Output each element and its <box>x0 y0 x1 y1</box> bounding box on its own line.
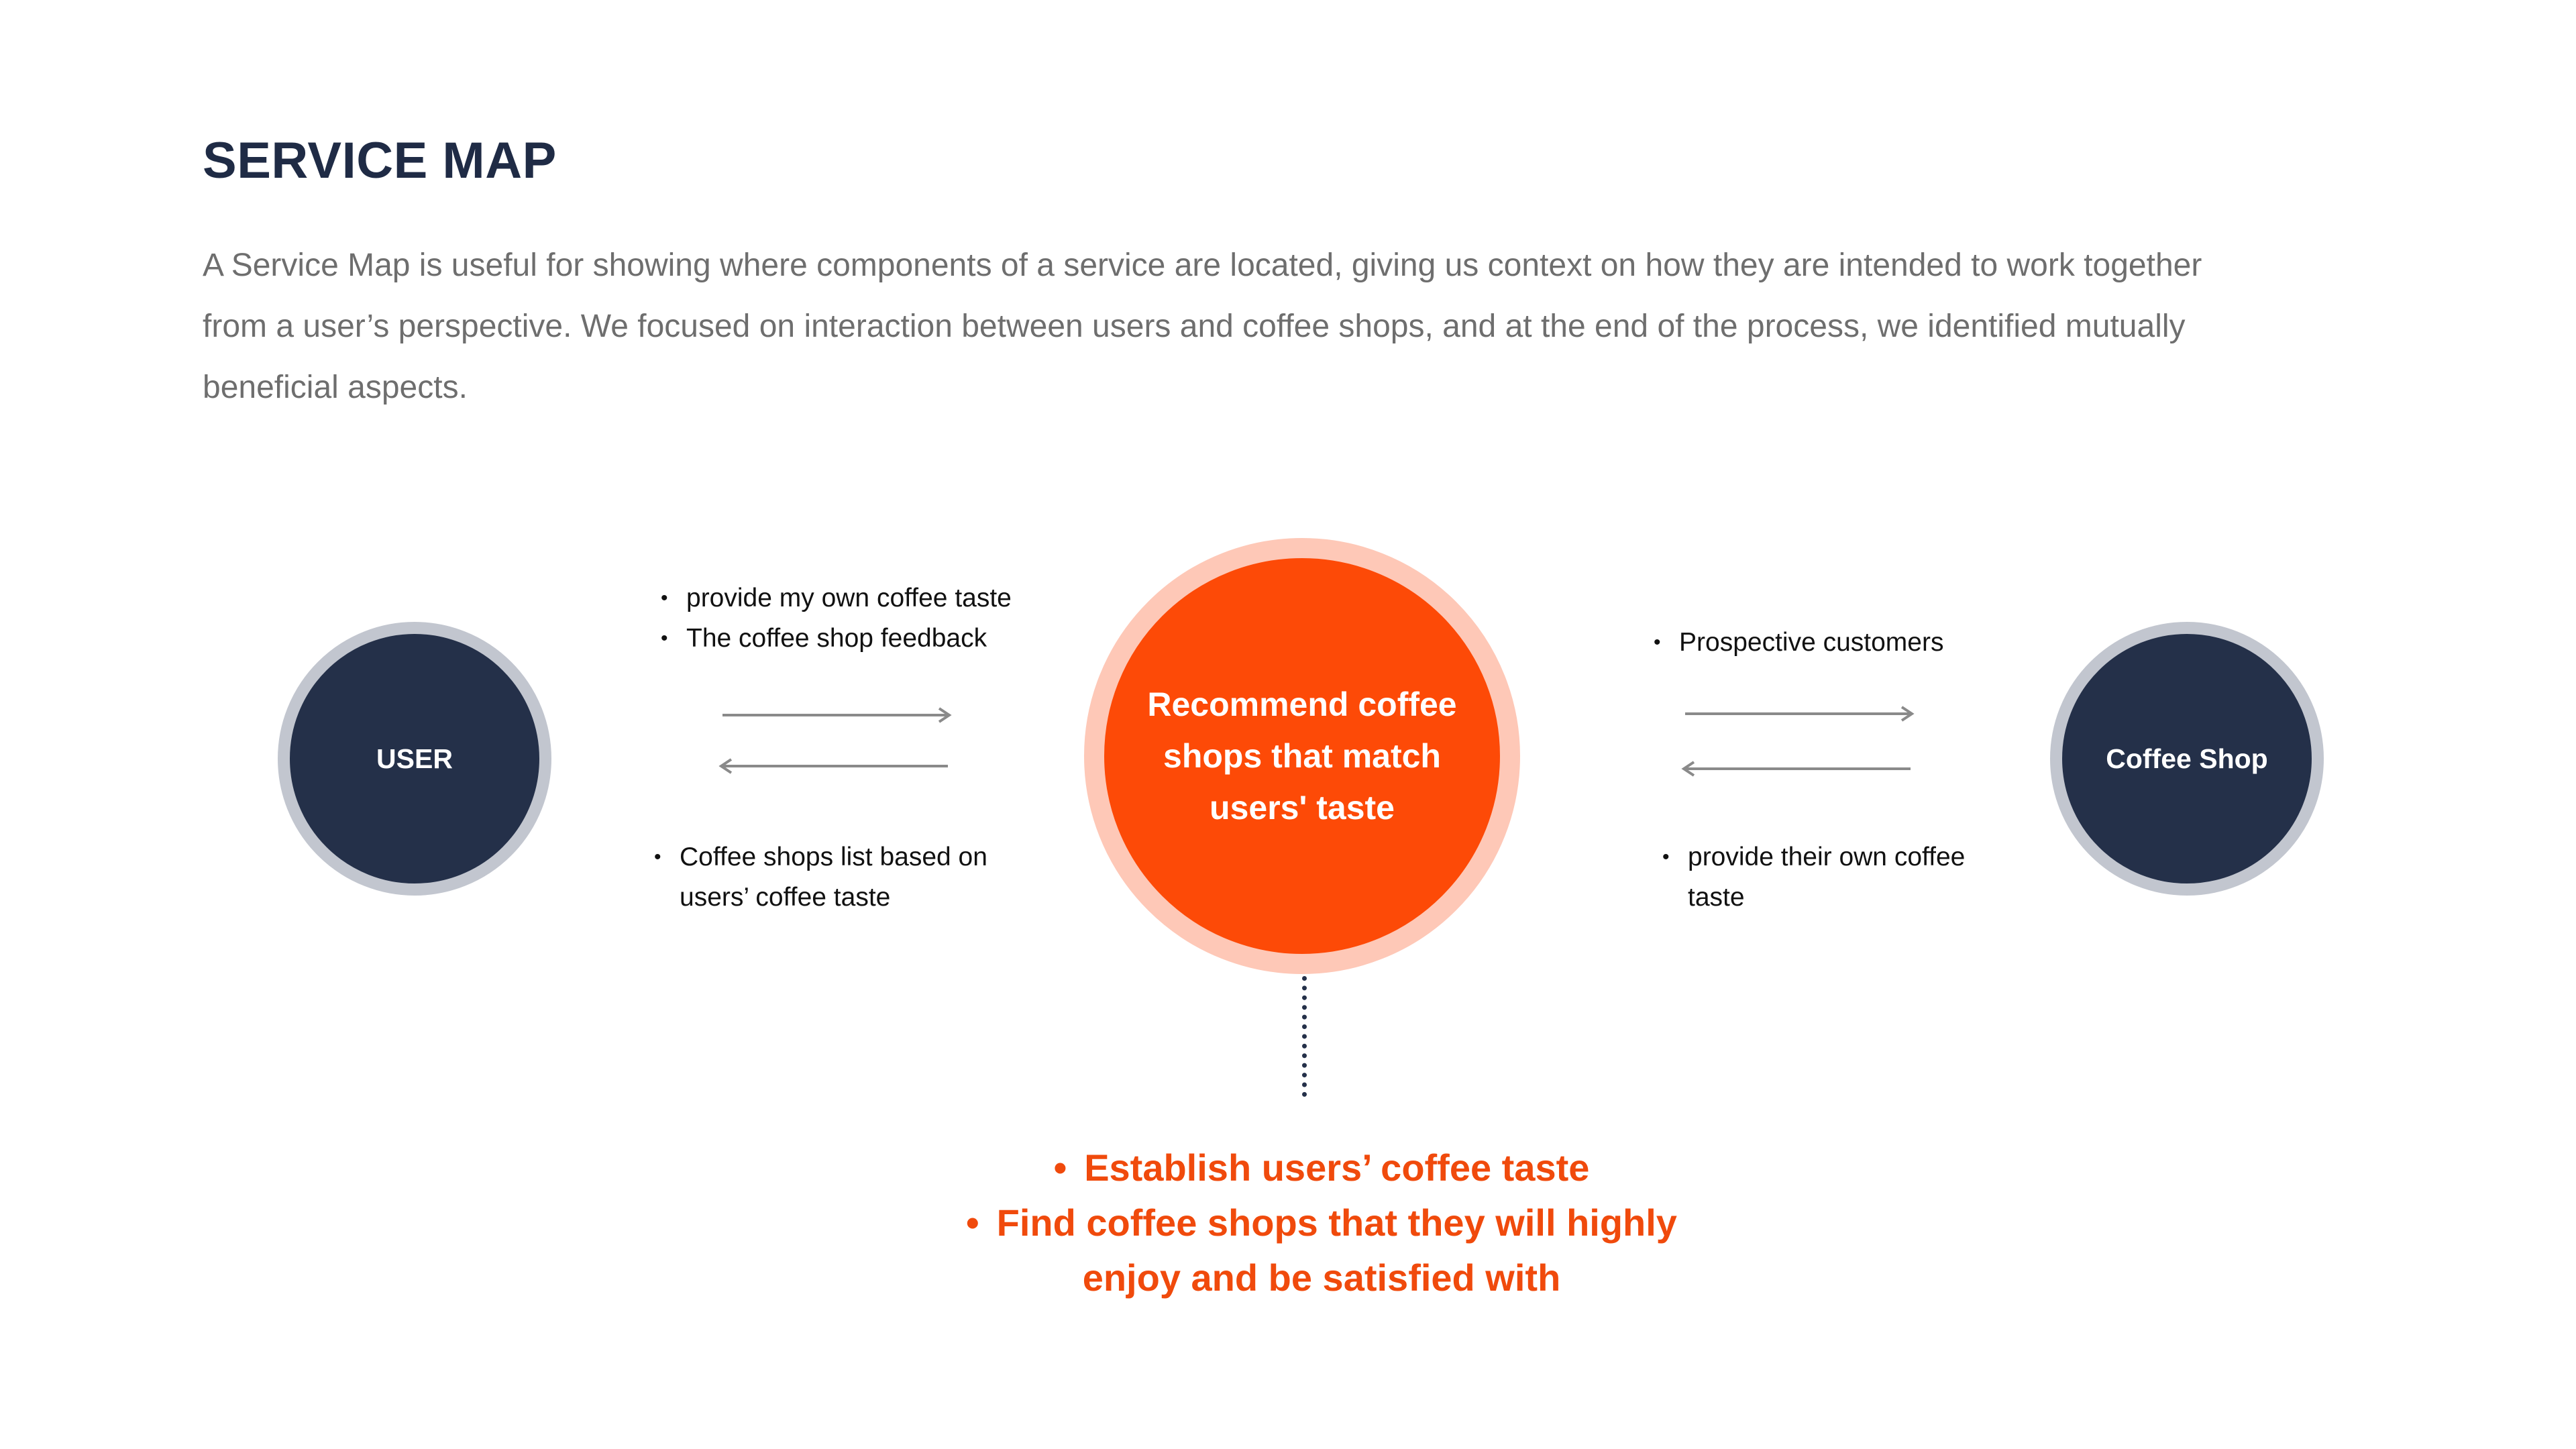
outcome-text: Find coffee shops that they will highly enjoy and be satisfied with <box>996 1201 1677 1299</box>
flow-item-text: provide my own coffee taste <box>686 584 1012 612</box>
outcome-item: • Establish users’ coffee taste <box>1053 1146 1590 1189</box>
outcome-item: • Find coffee shops that they will highly enjoy and be satisfied with <box>966 1201 1677 1299</box>
shop-to-center-list <box>1662 837 1983 918</box>
flow-item <box>661 619 1012 659</box>
recommendation-node <box>1084 538 1520 974</box>
coffee-shop-node-label: Coffee Shop <box>2106 743 2268 774</box>
coffee-shop-node <box>2050 622 2324 896</box>
right-arrow-icon <box>1684 706 1915 722</box>
flow-item-text: The coffee shop feedback <box>686 624 987 653</box>
user-node-label: USER <box>376 743 453 774</box>
dotted-connector <box>1302 976 1307 1097</box>
flow-item <box>1654 623 1943 663</box>
left-arrow-icon <box>718 758 949 774</box>
center-to-user-list <box>654 837 1055 918</box>
flow-item <box>654 837 1055 918</box>
center-to-shop-list <box>1654 623 1943 663</box>
right-arrow-icon <box>721 707 953 723</box>
outcome-text: Establish users’ coffee taste <box>1084 1146 1590 1189</box>
recommendation-node-label: Recommend coffee shops that match users' taste <box>1147 685 1457 826</box>
page-title: SERVICE MAP <box>203 132 557 189</box>
flow-item <box>661 578 1012 619</box>
page-description: A Service Map is useful for showing where components of a service are located, giving us context on how they are intended to work together from a user’s perspective. We focused on interaction between users and coffee shops, and at the end of the process, we identified mutually beneficial aspects. <box>203 248 2202 405</box>
left-arrow-icon <box>1680 761 1912 777</box>
outcomes-list <box>872 1140 1771 1305</box>
user-node <box>278 622 551 896</box>
flow-item-text: Prospective customers <box>1679 628 1944 657</box>
flow-item-text: • provide their own coffee taste <box>1688 843 1966 912</box>
user-to-center-list <box>661 578 1012 659</box>
flow-item-text: • Coffee shops list based on users’ coffee taste <box>680 843 987 912</box>
flow-item <box>1662 837 1983 918</box>
